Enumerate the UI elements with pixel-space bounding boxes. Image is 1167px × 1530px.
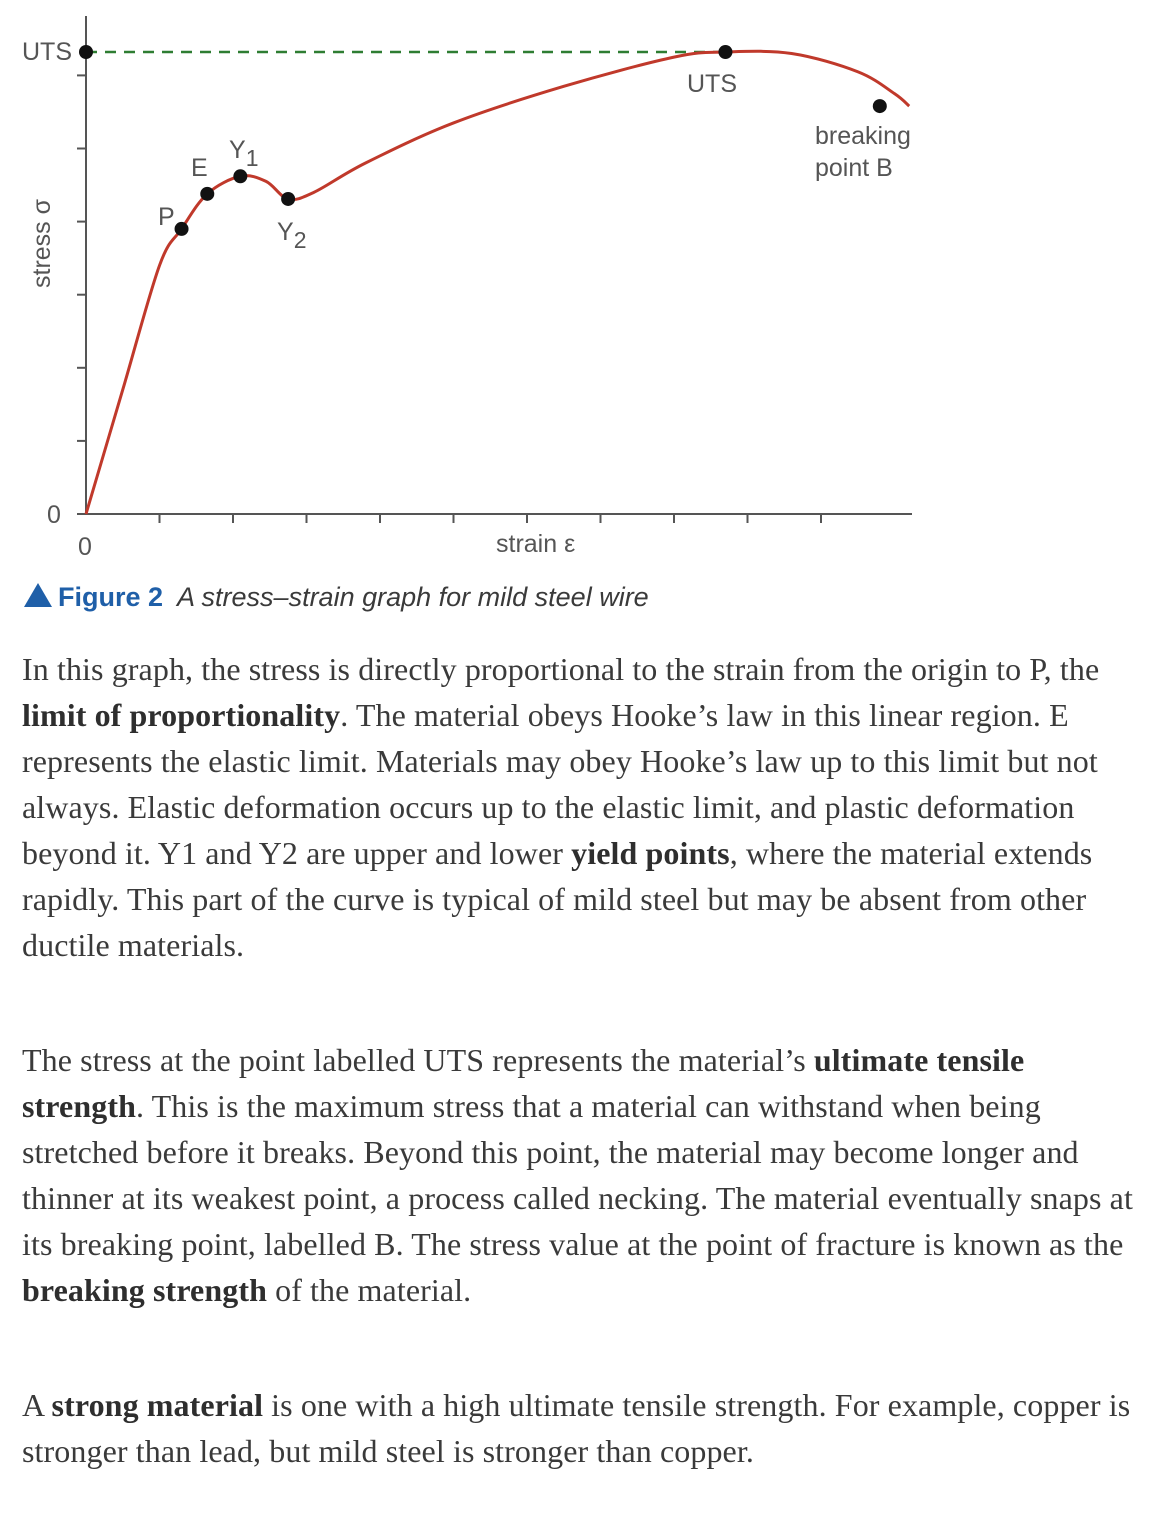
paragraph-1: In this graph, the stress is directly proportional to the strain from the origin to P, the limit of proportionality. The material obeys Hooke’s law in this linear region. E represents the elastic limit. Materials may obey Hooke’s law up to this limit but not always. Elastic deformation occurs up to the elastic limit, and plastic deformation beyond it. Y1 and Y2 are upper and lower yield points, where the material extends rapidly. This part of the curve is typical of mild steel but may be absent from other ductile materials. [22, 651, 1100, 963]
triangle-icon [24, 583, 52, 607]
point-5 [873, 99, 887, 113]
stress-strain-chart [0, 0, 1167, 575]
y-origin-label: 0 [47, 501, 61, 529]
point-label-p: P [158, 203, 175, 231]
y-uts-label: UTS [22, 38, 72, 66]
point-label-breaking-2: point B [815, 154, 893, 182]
x-axis-label: strain ε [496, 530, 576, 558]
paragraph-2: The stress at the point labelled UTS represents the material’s ultimate tensile strength. This is the maximum stress that a material can withstand when being stretched before it breaks. Beyond this point, the material may become longer and thinner at its weakest point, a process called necking. The material eventually snaps at its breaking point, labelled B. The stress value at the point of fracture is known as the breaking strength of the material. [22, 1042, 1133, 1308]
curve-points [175, 45, 887, 236]
point-2 [233, 169, 247, 183]
caption-text: A stress–strain graph for mild steel wire [177, 582, 649, 612]
stress-strain-curve [86, 51, 909, 514]
figure-caption [24, 582, 649, 613]
y-axis-label: stress σ [28, 198, 56, 288]
point-label-y1: Y1 [229, 136, 259, 171]
point-4 [718, 45, 732, 59]
point-3 [281, 192, 295, 206]
uts-axis-point [79, 45, 93, 59]
point-label-uts: UTS [687, 70, 737, 98]
axis-ticks [77, 75, 821, 523]
point-label-e: E [191, 154, 208, 182]
point-label-y2: Y2 [277, 218, 307, 253]
figure-label: Figure 2 [58, 582, 164, 612]
term-strong-material: strong material [51, 1387, 264, 1423]
point-1 [200, 187, 214, 201]
x-origin-label: 0 [78, 533, 92, 561]
point-label-breaking: breaking [815, 122, 911, 150]
term-ultimate-tensile-strength: ultimate tensile strength [22, 1042, 1025, 1124]
term-breaking-strength: breaking strength [22, 1272, 267, 1308]
term-limit-of-proportionality: limit of proportionality [22, 697, 341, 733]
point-0 [175, 222, 189, 236]
term-yield-points: yield points [571, 835, 730, 871]
paragraph-3: A strong material is one with a high ultimate tensile strength. For example, copper is stronger than lead, but mild steel is stronger than copper. [22, 1387, 1131, 1469]
